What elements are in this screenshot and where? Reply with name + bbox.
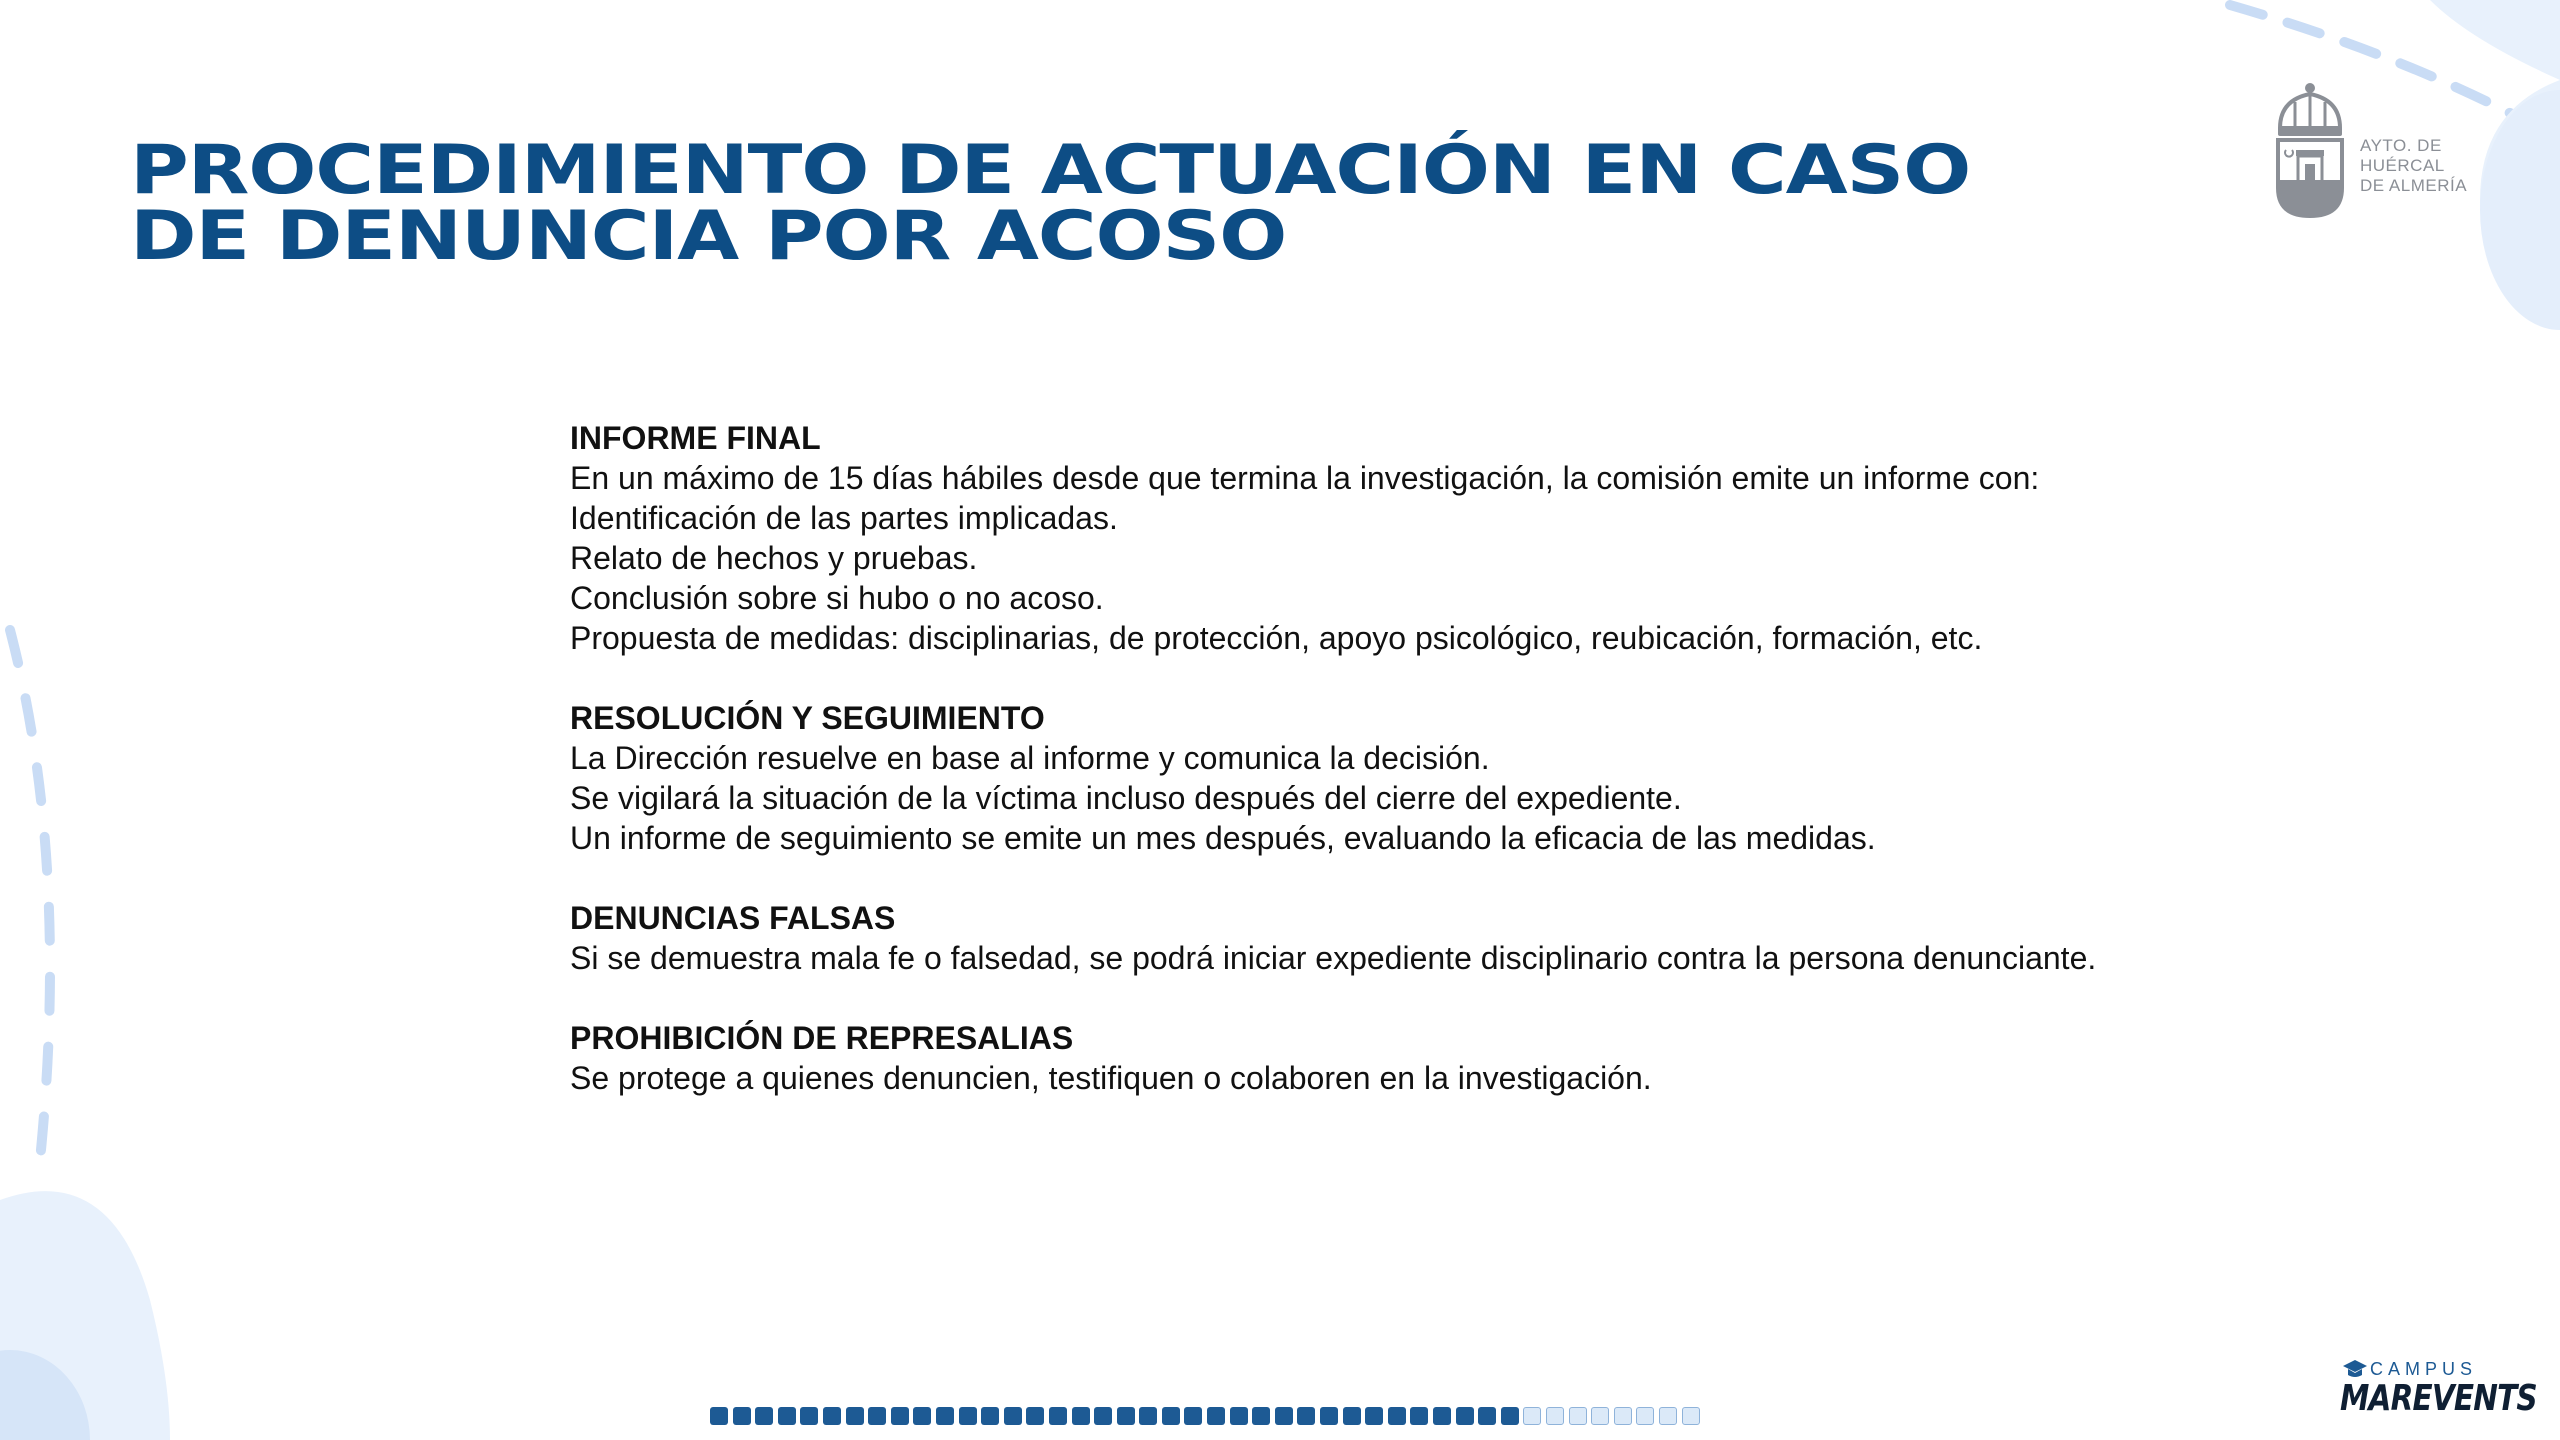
ayuntamiento-logo-text [2360,136,2467,196]
logo-line-1: AYTO. DE [2360,136,2442,155]
section-heading: DENUNCIAS FALSAS [570,900,896,936]
logo-line-2: HUÉRCAL [2360,156,2445,175]
progress-square-filled [981,1407,999,1425]
section-line: Se protege a quienes denuncien, testifiquen o colaboren en la investigación. [570,1060,1652,1096]
progress-square-filled [1072,1407,1090,1425]
logo-line-3: DE ALMERÍA [2360,176,2468,195]
brand-name: MAREVENTS [2340,1378,2537,1419]
section-heading: INFORME FINAL [570,420,821,456]
progress-square-filled [1410,1407,1428,1425]
progress-square-filled [1275,1407,1293,1425]
page-title-line-1: PROCEDIMIENTO DE ACTUACIÓN EN CASO [130,131,1971,210]
section-heading: RESOLUCIÓN Y SEGUIMIENTO [570,700,1045,736]
progress-square-filled [1004,1407,1022,1425]
progress-square-empty [1523,1407,1541,1425]
progress-square-empty [1682,1407,1700,1425]
page-title-line-2: DE DENUNCIA POR ACOSO [130,197,1287,276]
section-prohibicion-represalias [570,1018,2370,1098]
section-resolucion-seguimiento [570,698,2370,858]
progress-square-empty [1591,1407,1609,1425]
progress-square-filled [959,1407,977,1425]
section-informe-final [570,418,2370,658]
ayuntamiento-logo [2270,80,2470,230]
progress-square-filled [710,1407,728,1425]
progress-square-filled [846,1407,864,1425]
progress-square-filled [1320,1407,1338,1425]
section-line: En un máximo de 15 días hábiles desde que termina la investigación, la comisión emite un informe con: [570,460,2040,496]
progress-square-filled [778,1407,796,1425]
progress-square-filled [800,1407,818,1425]
progress-square-filled [1117,1407,1135,1425]
progress-square-filled [1297,1407,1315,1425]
progress-square-filled [1049,1407,1067,1425]
section-line: Conclusión sobre si hubo o no acoso. [570,580,1104,616]
progress-square-filled [1184,1407,1202,1425]
progress-square-filled [1230,1407,1248,1425]
progress-square-filled [913,1407,931,1425]
progress-square-filled [1501,1407,1519,1425]
progress-square-filled [1433,1407,1451,1425]
progress-square-filled [1456,1407,1474,1425]
section-line: Se vigilará la situación de la víctima incluso después del cierre del expediente. [570,780,1682,816]
section-line: Un informe de seguimiento se emite un mes después, evaluando la eficacia de las medidas. [570,820,1876,856]
section-line: Identificación de las partes implicadas. [570,500,1118,536]
progress-square-filled [1365,1407,1383,1425]
progress-square-empty [1546,1407,1564,1425]
progress-square-empty [1614,1407,1632,1425]
progress-square-filled [1207,1407,1225,1425]
slide-content [570,418,2370,1138]
page-title [130,131,1971,276]
progress-square-filled [823,1407,841,1425]
progress-square-filled [1094,1407,1112,1425]
progress-square-filled [1343,1407,1361,1425]
coat-of-arms-icon [2270,80,2350,220]
progress-square-filled [1162,1407,1180,1425]
progress-square-empty [1569,1407,1587,1425]
section-line: La Dirección resuelve en base al informe y comunica la decisión. [570,740,1490,776]
progress-square-filled [1252,1407,1270,1425]
section-denuncias-falsas [570,898,2370,978]
progress-square-filled [1139,1407,1157,1425]
graduation-cap-icon [2342,1358,2368,1380]
progress-square-filled [1388,1407,1406,1425]
progress-square-empty [1636,1407,1654,1425]
campus-marevents-logo [2340,1356,2540,1426]
progress-square-filled [1026,1407,1044,1425]
progress-square-filled [1478,1407,1496,1425]
section-line: Relato de hechos y pruebas. [570,540,978,576]
progress-square-empty [1659,1407,1677,1425]
section-line: Propuesta de medidas: disciplinarias, de protección, apoyo psicológico, reubicación, formación, etc. [570,620,1983,656]
slide-progress-bar [710,1407,1700,1425]
section-heading: PROHIBICIÓN DE REPRESALIAS [570,1020,1074,1056]
progress-square-filled [733,1407,751,1425]
progress-square-filled [755,1407,773,1425]
progress-square-filled [891,1407,909,1425]
progress-square-filled [936,1407,954,1425]
brand-campus-label: CAMPUS [2370,1359,2478,1379]
progress-square-filled [868,1407,886,1425]
section-line: Si se demuestra mala fe o falsedad, se podrá iniciar expediente disciplinario contra la persona denunciante. [570,940,2097,976]
